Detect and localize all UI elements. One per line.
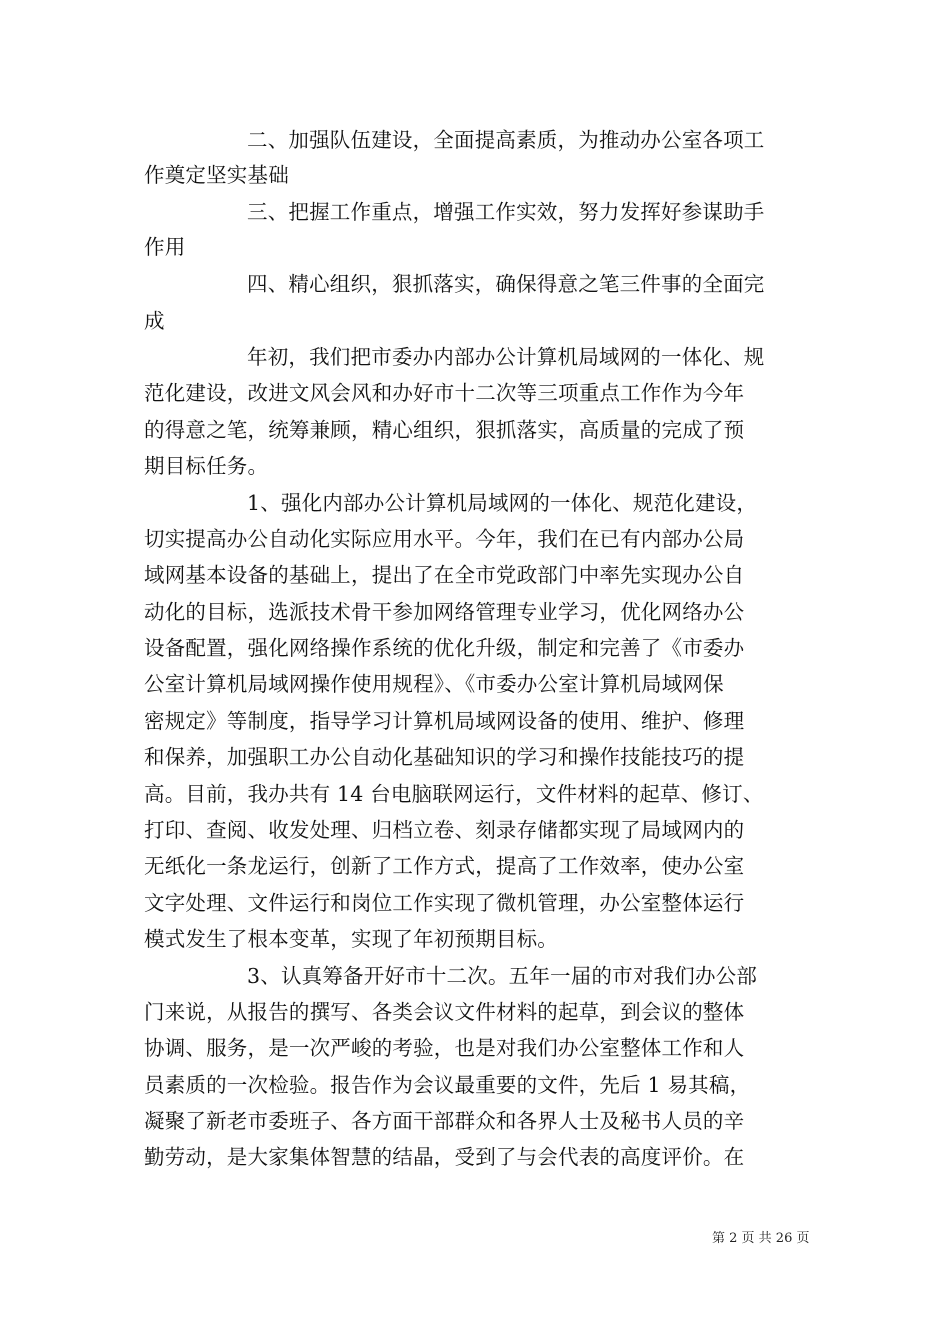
paragraph-line: 的得意之笔，统筹兼顾，精心组织，狠抓落实，高质量的完成了预 <box>144 418 745 442</box>
paragraph-line: 密规定》等制度，指导学习计算机局域网设备的使用、维护、修理 <box>144 709 745 733</box>
paragraph-line: 凝聚了新老市委班子、各方面干部群众和各界人士及秘书人员的辛 <box>144 1109 745 1133</box>
paragraph-line: 文字处理、文件运行和岗位工作实现了微机管理，办公室整体运行 <box>144 891 745 915</box>
paragraph-line: 期目标任务。 <box>144 454 269 478</box>
heading-line: 作用 <box>144 235 186 259</box>
paragraph-line: 切实提高办公自动化实际应用水平。今年，我们在已有内部办公局 <box>144 527 745 551</box>
paragraph-line: 3、认真筹备开好市十二次。五年一届的市对我们办公部 <box>247 964 758 988</box>
paragraph-line: 和保养，加强职工办公自动化基础知识的学习和操作技能技巧的提 <box>144 745 745 769</box>
paragraph-line: 高。目前，我办共有 14 台电脑联网运行，文件材料的起草、修订、 <box>144 782 764 806</box>
paragraph-line: 打印、查阅、收发处理、归档立卷、刻录存储都实现了局域网内的 <box>144 818 745 842</box>
paragraph-line: 公室计算机局域网操作使用规程》、《市委办公室计算机局域网保 <box>144 672 724 696</box>
page-number-footer: 第 2 页 共 26 页 <box>712 1231 810 1246</box>
paragraph-line: 动化的目标，选派技术骨干参加网络管理专业学习，优化网络办公 <box>144 600 745 624</box>
paragraph-line: 范化建设，改进文风会风和办好市十二次等三项重点工作作为今年 <box>144 381 745 405</box>
paragraph-line: 协调、服务，是一次严峻的考验，也是对我们办公室整体工作和人 <box>144 1036 745 1060</box>
paragraph-line: 设备配置，强化网络操作系统的优化升级，制定和完善了《市委办 <box>144 636 745 660</box>
paragraph-line: 无纸化一条龙运行，创新了工作方式，提高了工作效率，使办公室 <box>144 854 745 878</box>
paragraph-line: 模式发生了根本变革，实现了年初预期目标。 <box>144 927 558 951</box>
heading-line: 三、把握工作重点，增强工作实效，努力发挥好参谋助手 <box>247 200 765 224</box>
paragraph-line: 门来说，从报告的撰写、各类会议文件材料的起草，到会议的整体 <box>144 1000 745 1024</box>
paragraph-line: 1、强化内部办公计算机局域网的一体化、规范化建设， <box>247 491 758 515</box>
heading-line: 成 <box>144 309 165 333</box>
paragraph-line: 域网基本设备的基础上，提出了在全市党政部门中率先实现办公自 <box>144 563 745 587</box>
paragraph-line: 年初，我们把市委办内部办公计算机局域网的一体化、规 <box>247 345 765 369</box>
paragraph-line: 勤劳动，是大家集体智慧的结晶，受到了与会代表的高度评价。在 <box>144 1145 745 1169</box>
heading-line: 二、加强队伍建设，全面提高素质，为推动办公室各项工 <box>247 128 765 152</box>
heading-line: 四、精心组织，狠抓落实，确保得意之笔三件事的全面完 <box>247 272 765 296</box>
paragraph-line: 员素质的一次检验。报告作为会议最重要的文件，先后 1 易其稿， <box>144 1073 751 1097</box>
heading-line: 作奠定坚实基础 <box>144 163 289 187</box>
